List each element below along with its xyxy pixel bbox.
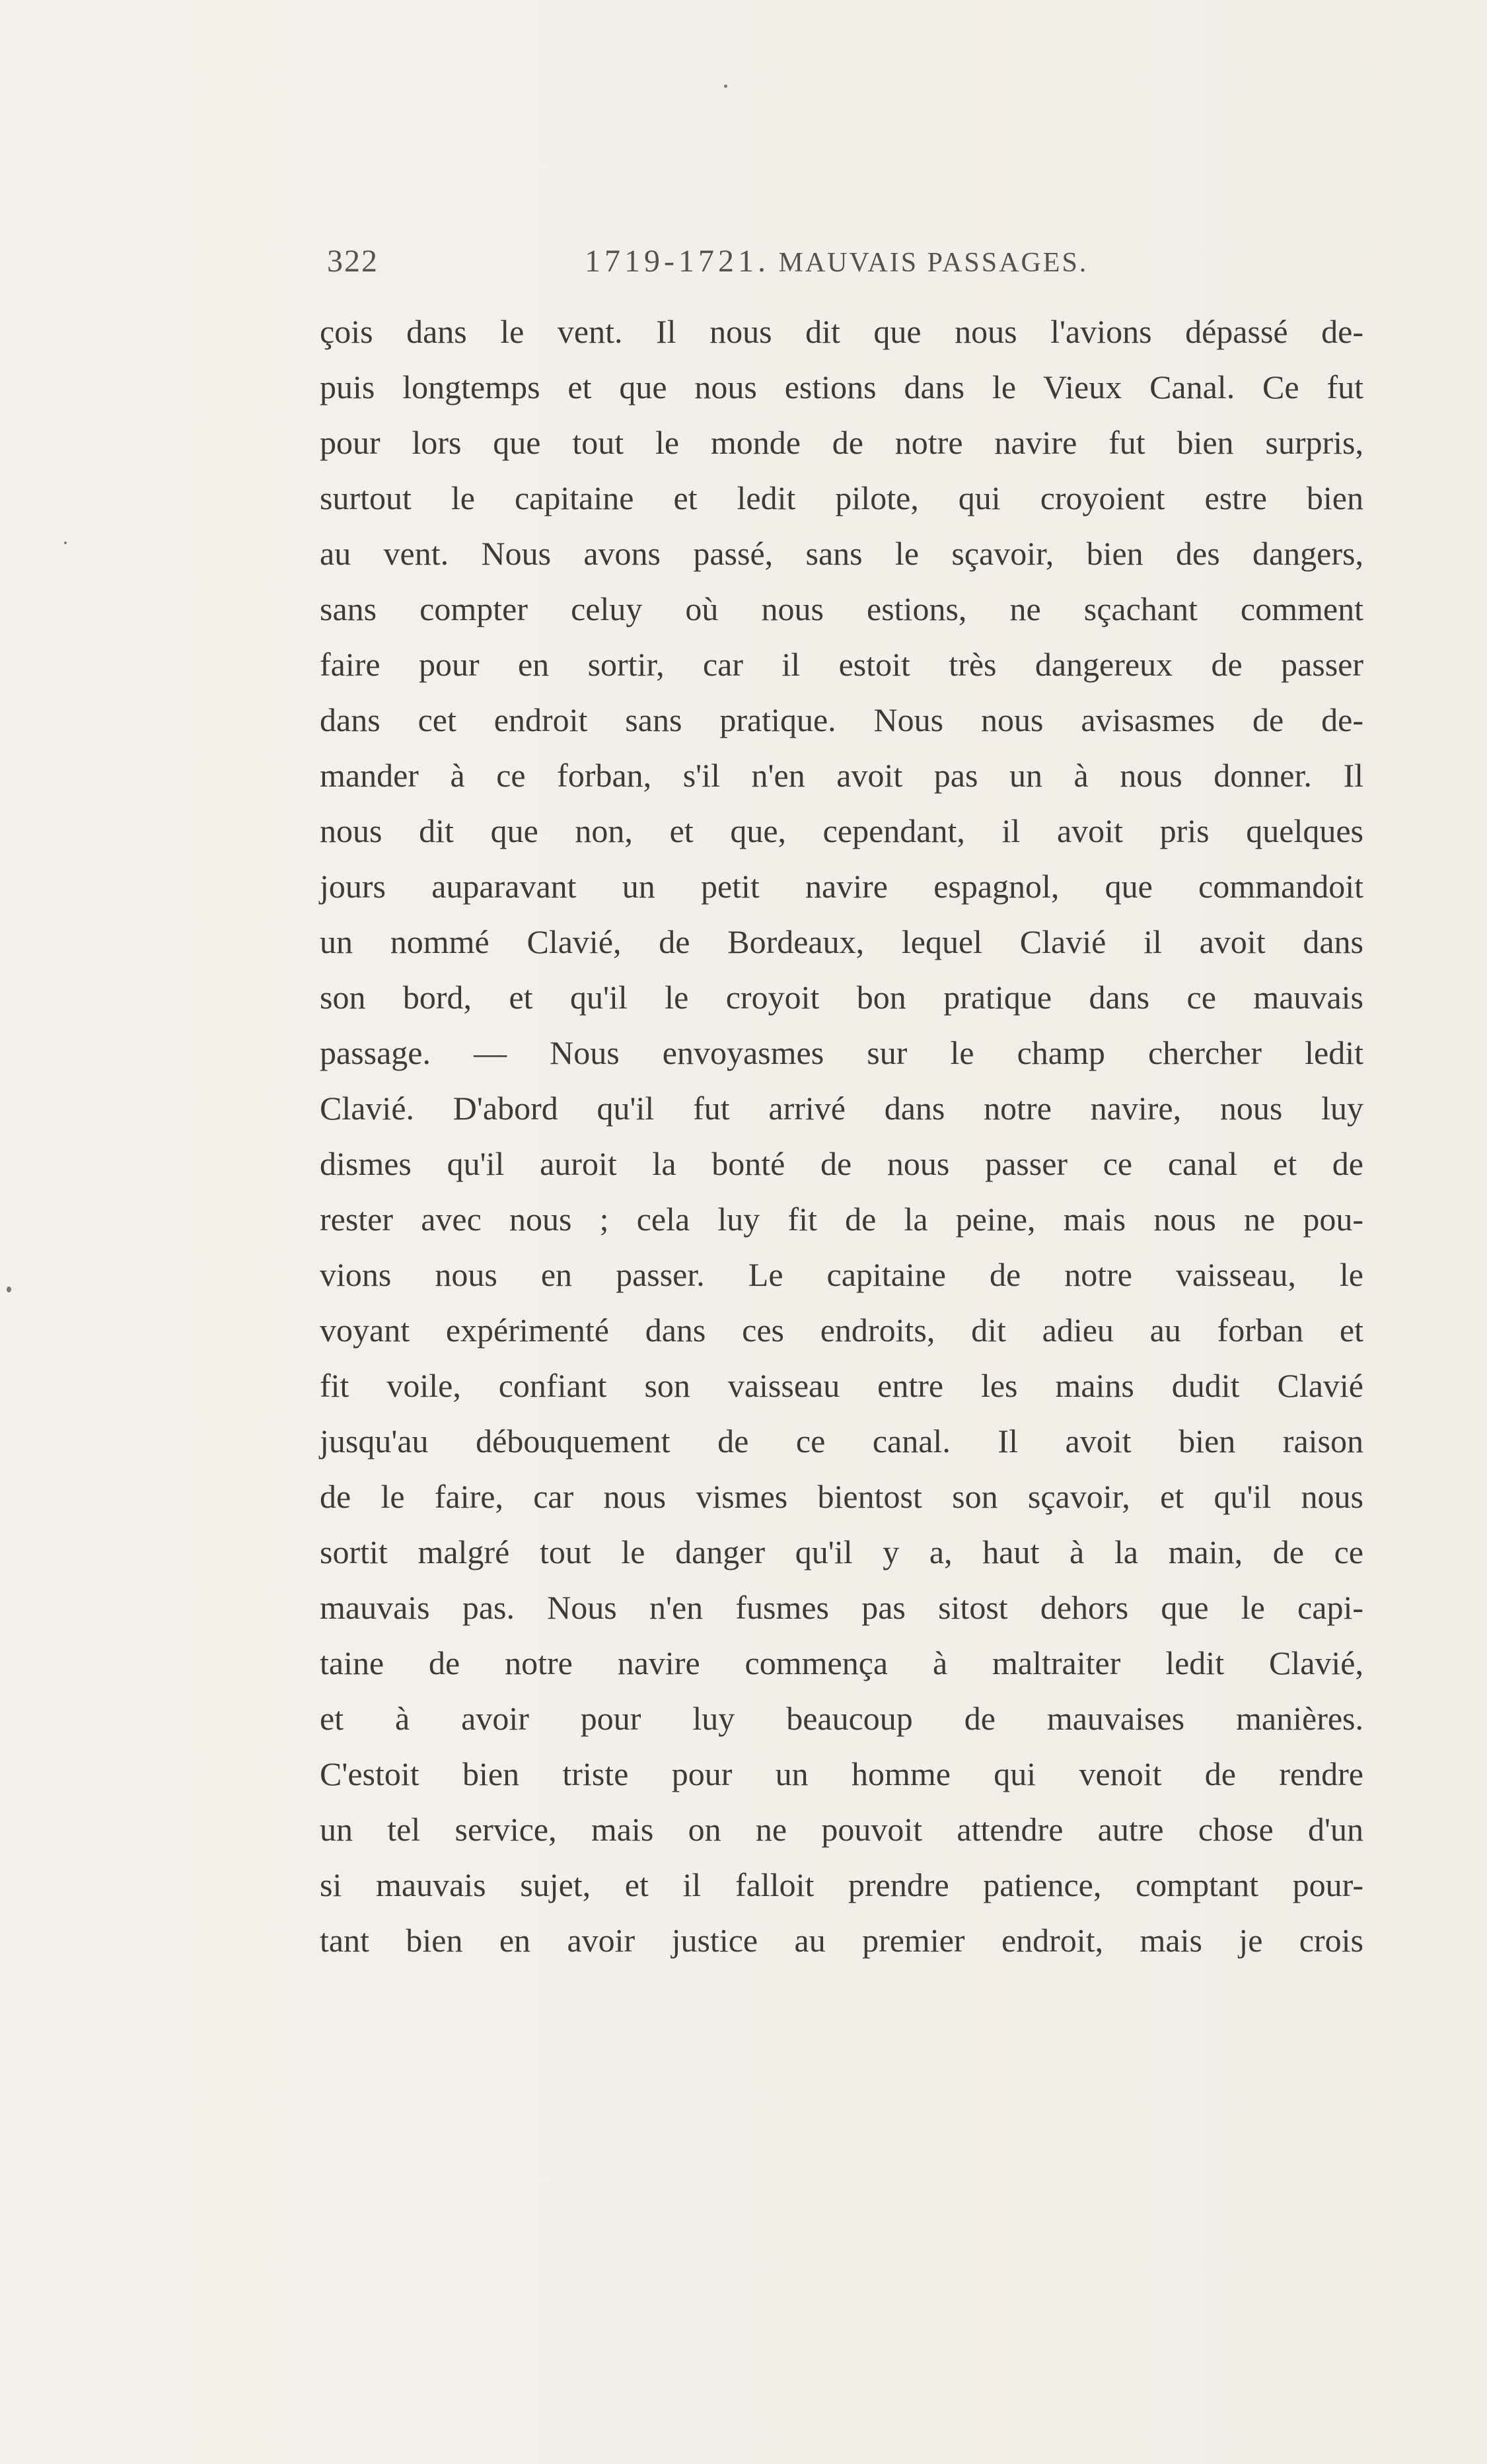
text-line: voyant expérimenté dans ces endroits, dit adieu au forban et [320, 1312, 1363, 1349]
text-line: mauvais pas. Nous n'en fusmes pas sitost dehors que le capi- [320, 1589, 1363, 1626]
text-line: passage. — Nous envoyasmes sur le champ chercher ledit [320, 1034, 1363, 1071]
text-line: mander à ce forban, s'il n'en avoit pas un à nous donner. Il [320, 757, 1363, 794]
text-line: un nommé Clavié, de Bordeaux, lequel Clavié il avoit dans [320, 923, 1363, 960]
text-line: son bord, et qu'il le croyoit bon pratique dans ce mauvais [320, 979, 1363, 1016]
text-line: si mauvais sujet, et il falloit prendre patience, comptant pour- [320, 1866, 1363, 1903]
body-text [320, 304, 1363, 1968]
paper-speck [724, 85, 727, 88]
running-title-years: 1719-1721. [585, 244, 770, 279]
text-line: surtout le capitaine et ledit pilote, qui croyoient estre bien [320, 479, 1363, 516]
text-line: sortit malgré tout le danger qu'il y a, haut à la main, de ce [320, 1533, 1363, 1570]
text-line: jusqu'au débouquement de ce canal. Il avoit bien raison [320, 1423, 1363, 1460]
paper-speck [7, 1286, 11, 1292]
text-line: jours auparavant un petit navire espagnol, que commandoit [320, 868, 1363, 905]
text-line: dans cet endroit sans pratique. Nous nous avisasmes de de- [320, 701, 1363, 738]
text-line: çois dans le vent. Il nous dit que nous l'avions dépassé de- [320, 313, 1363, 350]
paper-speck [64, 542, 67, 544]
text-line: faire pour en sortir, car il estoit très dangereux de passer [320, 646, 1363, 683]
text-line: nous dit que non, et que, cependant, il avoit pris quelques [320, 812, 1363, 849]
text-line: fit voile, confiant son vaisseau entre les mains dudit Clavié [320, 1367, 1363, 1404]
text-line: rester avec nous ; cela luy fit de la peine, mais nous ne pou- [320, 1201, 1363, 1238]
text-line: vions nous en passer. Le capitaine de notre vaisseau, le [320, 1256, 1363, 1293]
text-line: Clavié. D'abord qu'il fut arrivé dans notre navire, nous luy [320, 1090, 1363, 1127]
text-line: puis longtemps et que nous estions dans le Vieux Canal. Ce fut [320, 369, 1363, 405]
text-line: de le faire, car nous vismes bientost son sçavoir, et qu'il nous [320, 1478, 1363, 1515]
running-header [327, 243, 1358, 289]
text-line: au vent. Nous avons passé, sans le sçavoir, bien des dangers, [320, 535, 1363, 572]
running-title [585, 243, 1088, 279]
text-line: C'estoit bien triste pour un homme qui venoit de rendre [320, 1755, 1363, 1792]
text-line: tant bien en avoir justice au premier endroit, mais je crois [320, 1922, 1363, 1959]
text-line: pour lors que tout le monde de notre navire fut bien surpris, [320, 424, 1363, 461]
text-line: sans compter celuy où nous estions, ne sçachant comment [320, 590, 1363, 627]
text-line: et à avoir pour luy beaucoup de mauvaises manières. [320, 1700, 1363, 1737]
running-title-text: MAUVAIS PASSAGES. [778, 248, 1089, 278]
page-number: 322 [327, 244, 379, 279]
text-line: taine de notre navire commença à maltraiter ledit Clavié, [320, 1644, 1363, 1681]
text-line: un tel service, mais on ne pouvoit attendre autre chose d'un [320, 1811, 1363, 1848]
text-line: dismes qu'il auroit la bonté de nous passer ce canal et de [320, 1145, 1363, 1182]
